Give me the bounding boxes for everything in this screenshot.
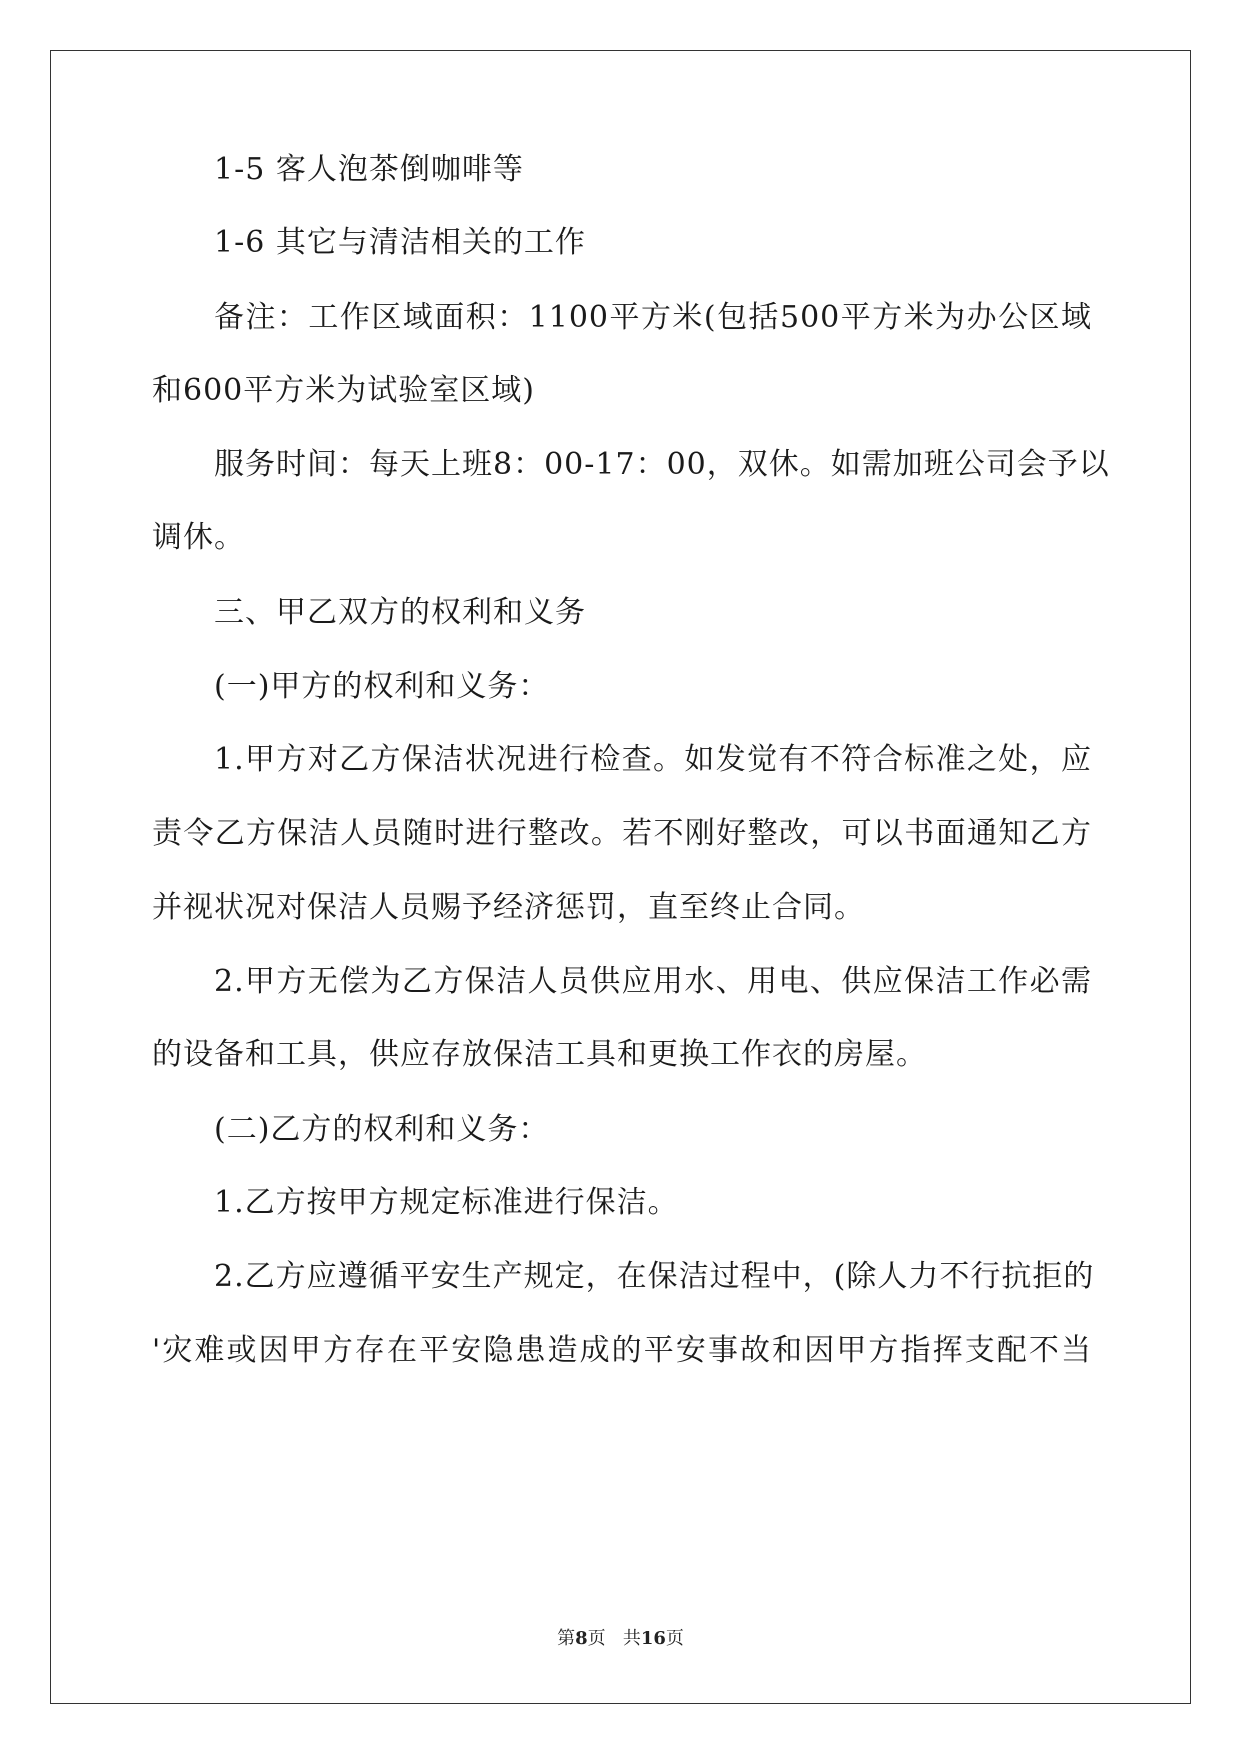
footer-page-number: 8 bbox=[575, 1628, 588, 1649]
page-footer bbox=[0, 1627, 1241, 1651]
paragraph-line: 1-6 其它与清洁相关的工作 bbox=[214, 225, 586, 260]
footer-total-pages: 16 bbox=[640, 1628, 666, 1649]
paragraph-line: 服务时间：每天上班8：00-17：00，双休。如需加班公司会予以 bbox=[214, 447, 1110, 482]
paragraph-line: 2.乙方应遵循平安生产规定，在保洁过程中，(除人力不行抗拒的 bbox=[214, 1259, 1095, 1294]
subsection-heading: (一)甲方的权利和义务： bbox=[214, 669, 550, 704]
paragraph-line: 备注：工作区域面积：1100平方米(包括500平方米为办公区域 bbox=[214, 300, 1092, 335]
paragraph-line: 和600平方米为试验室区域) bbox=[152, 373, 535, 408]
paragraph-line: 1-5 客人泡茶倒咖啡等 bbox=[214, 152, 524, 187]
paragraph-line: 1.甲方对乙方保洁状况进行检查。如发觉有不符合标准之处，应 bbox=[214, 742, 1092, 777]
paragraph-line: 并视状况对保洁人员赐予经济惩罚，直至终止合同。 bbox=[152, 890, 865, 925]
paragraph-line: 调休。 bbox=[152, 520, 245, 555]
paragraph-line: 责令乙方保洁人员随时进行整改。若不刚好整改，可以书面通知乙方 bbox=[152, 816, 1092, 851]
paragraph-line: 2.甲方无偿为乙方保洁人员供应用水、用电、供应保洁工作必需 bbox=[214, 964, 1092, 999]
paragraph-line: 的设备和工具，供应存放保洁工具和更换工作衣的房屋。 bbox=[152, 1037, 927, 1072]
footer-total-suffix: 页 bbox=[665, 1628, 684, 1649]
paragraph-line: 1.乙方按甲方规定标准进行保洁。 bbox=[214, 1185, 679, 1220]
footer-page-prefix: 第 bbox=[557, 1628, 576, 1649]
section-heading: 三、甲乙双方的权利和义务 bbox=[214, 595, 586, 630]
paragraph-line: '灾难或因甲方存在平安隐患造成的平安事故和因甲方指挥支配不当 bbox=[152, 1333, 1092, 1368]
subsection-heading: (二)乙方的权利和义务： bbox=[214, 1112, 550, 1147]
footer-page-suffix: 页 bbox=[587, 1628, 606, 1649]
footer-total-prefix: 共 bbox=[622, 1628, 641, 1649]
